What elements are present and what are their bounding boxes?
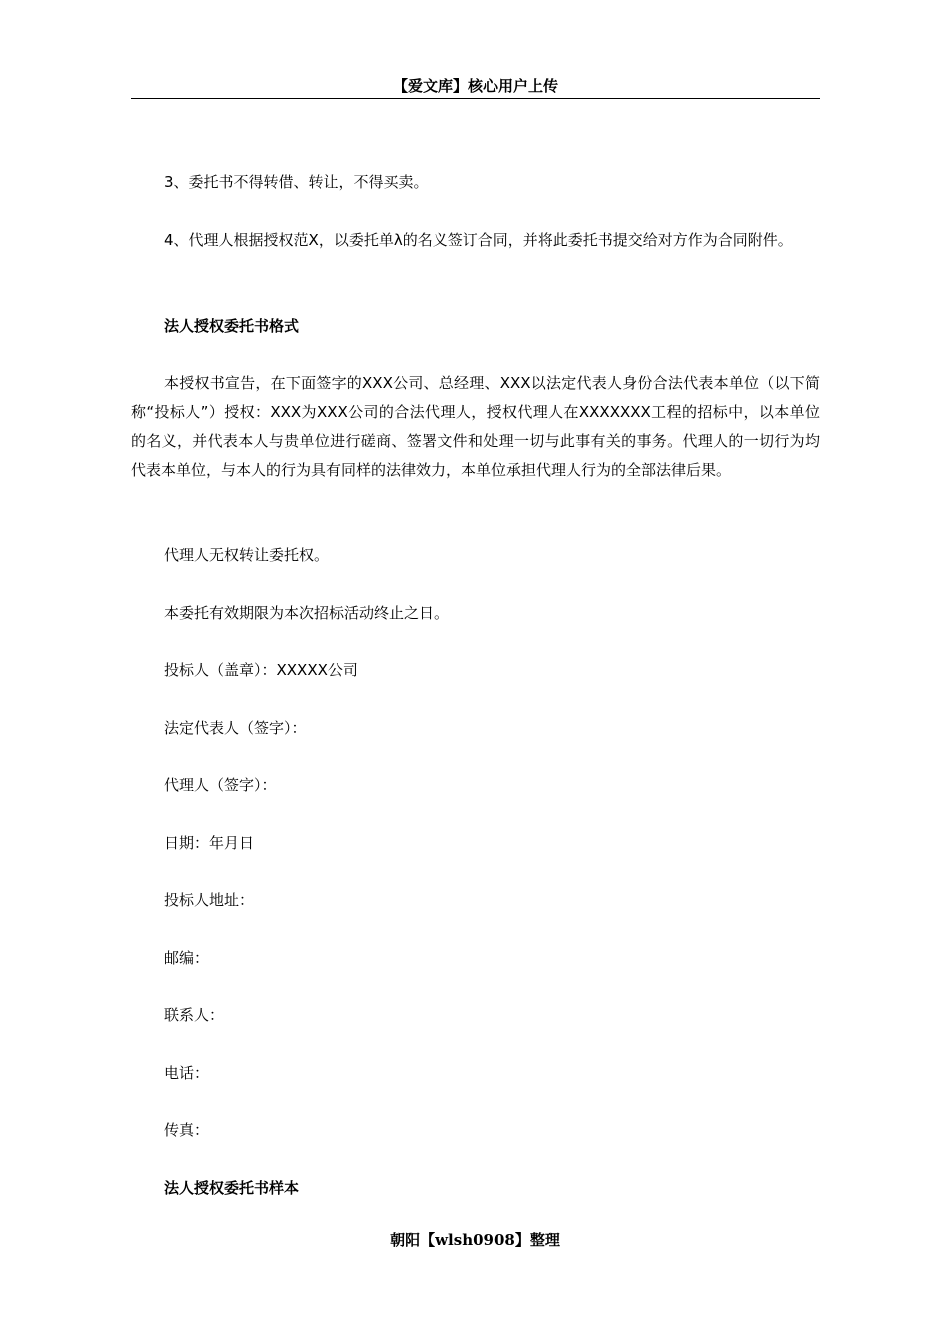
- field-contact: 联系人：: [164, 1006, 225, 1024]
- paragraph-authorization: 本授权书宣告，在下面签字的XXX公司、总经理、XXX以法定代表人身份合法代表本单位（以下简称“投标人”）授权：XXX为XXX公司的合法代理人，授权代理人在XXXXXXX工程的招标中，以本单位的名义，并代表本人与贵单位进行磋商、签署文件和处理一切与此事有关的事务。代理人的一切行为均代表本单位，与本人的行为具有同样的法律效力，本单位承担代理人行为的全部法律后果。: [131, 374, 820, 479]
- paragraph-item-4: 4、代理人根据授权范X，以委托单λ的名义签订合同，并将此委托书提交给对方作为合同附件。: [164, 231, 793, 249]
- page-footer: 朝阳【wlsh0908】整理: [390, 1231, 560, 1249]
- field-phone: 电话：: [164, 1064, 210, 1082]
- page-header: 【爱文库】核心用户上传: [131, 74, 820, 99]
- field-legal-rep-signature: 法定代表人（签字）：: [164, 719, 307, 737]
- section-heading-format: 法人授权委托书格式: [164, 317, 300, 335]
- paragraph-validity: 本委托有效期限为本次招标活动终止之日。: [164, 604, 450, 622]
- section-heading-sample: 法人授权委托书样本: [164, 1179, 300, 1197]
- field-agent-signature: 代理人（签字）：: [164, 776, 277, 794]
- paragraph-item-3: 3、委托书不得转借、转让，不得买卖。: [164, 173, 429, 191]
- field-bidder-seal: 投标人（盖章）：XXXXX公司: [164, 661, 358, 679]
- field-date: 日期：年月日: [164, 834, 255, 852]
- field-fax: 传真：: [164, 1121, 210, 1139]
- field-postcode: 邮编：: [164, 949, 210, 967]
- paragraph-no-transfer: 代理人无权转让委托权。: [164, 546, 330, 564]
- field-bidder-address: 投标人地址：: [164, 891, 255, 909]
